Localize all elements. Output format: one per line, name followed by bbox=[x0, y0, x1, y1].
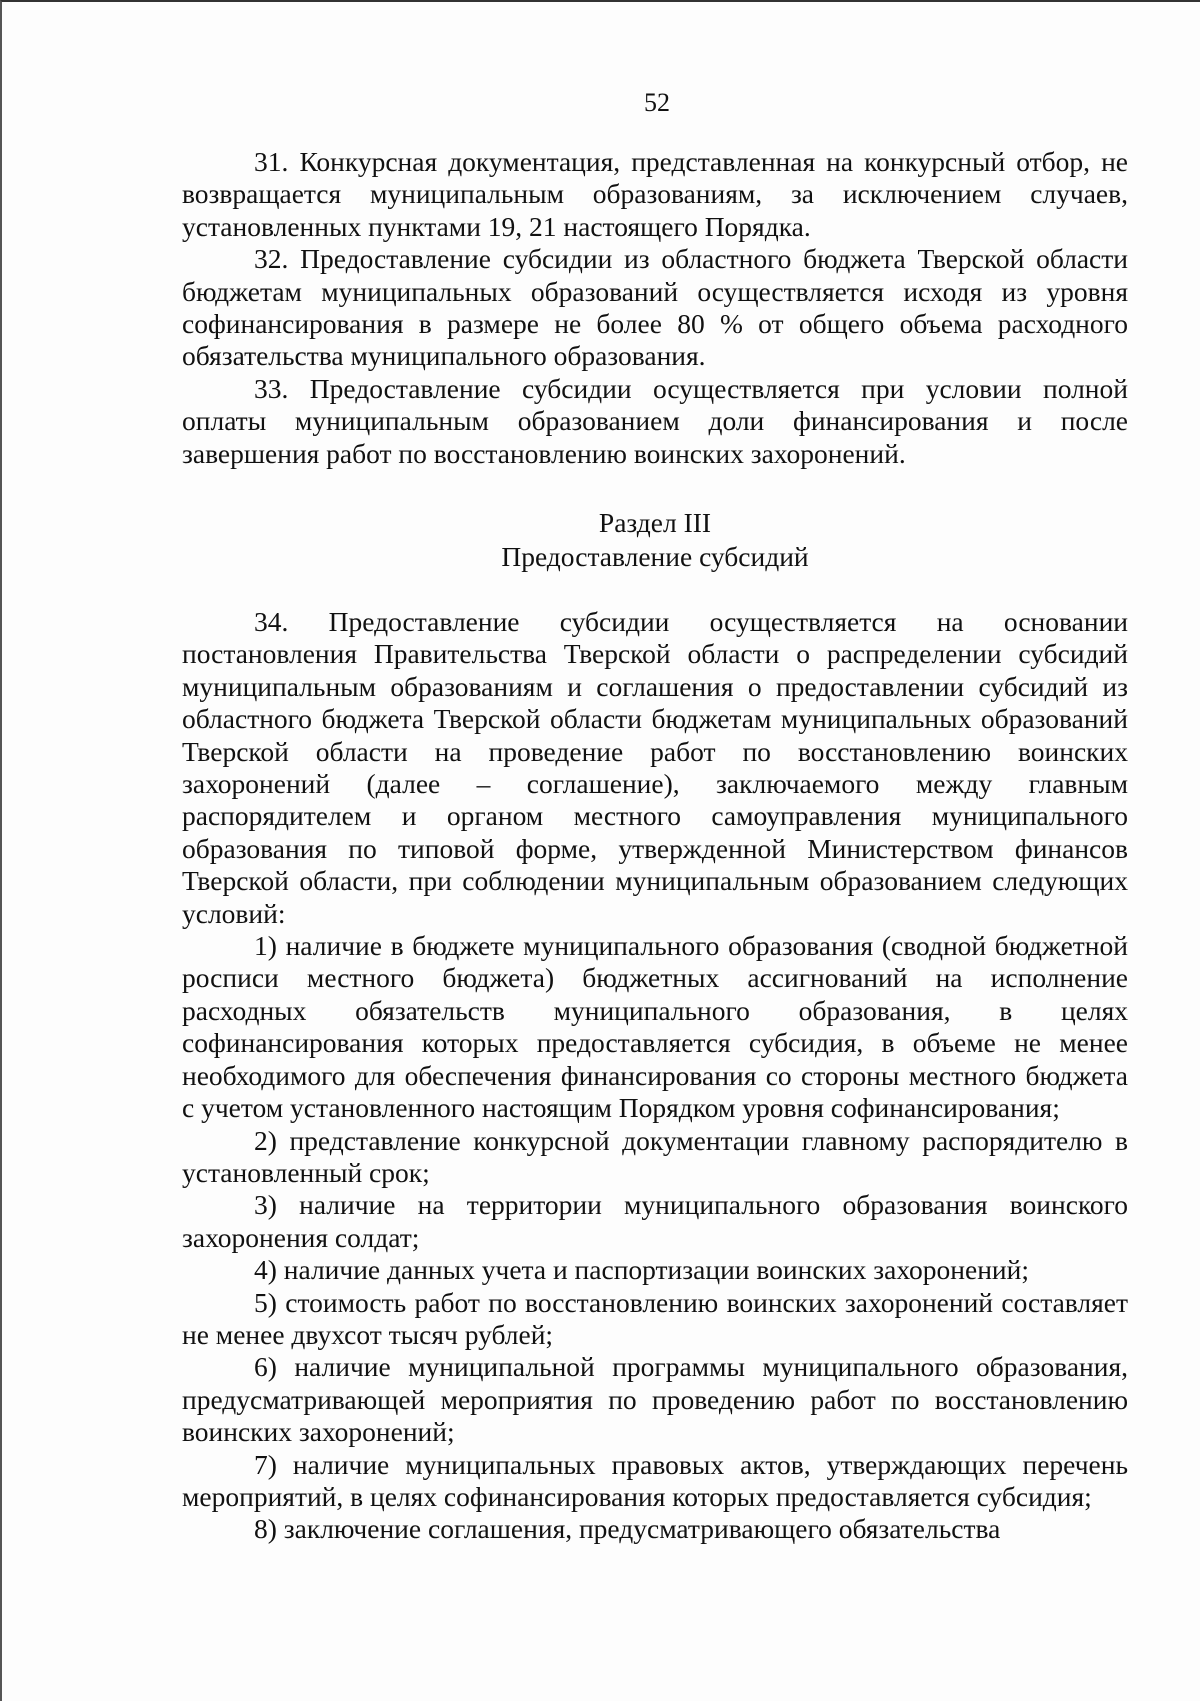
condition-item-8: 8) заключение соглашения, предусматривающего обязательства bbox=[254, 1513, 1001, 1545]
condition-item-6: 6) наличие муниципальной программы муниципального образования, предусматривающей мероприятия по проведению работ по восстановлению воинских захоронений; bbox=[182, 1351, 1128, 1448]
condition-item-1: 1) наличие в бюджете муниципального образования (сводной бюджетной росписи местного бюджета) бюджетных ассигнований на исполнение расходных обязательств муниципального образования, в целях софинансирования которых предоставляется субсидия, в объеме не менее необходимого для обеспечения финансирования со стороны местного бюджета с учетом установленного настоящим Порядком уровня софинансирования; bbox=[182, 930, 1128, 1124]
page-number: 52 bbox=[644, 88, 670, 117]
main-section bbox=[182, 606, 1128, 1546]
paragraph-34: 34. Предоставление субсидии осуществляется на основании постановления Правительства Тверской области о распределении субсидий муниципальным образованиям и соглашения о предоставлении субсидий из областного бюджета Тверской области бюджетам муниципальных образований Тверской области на проведение работ по восстановлению воинских захоронений (далее – соглашение), заключаемого между главным распорядителем и органом местного самоуправления муниципального образования по типовой форме, утвержденной Министерством финансов Тверской области, при соблюдении муниципальным образованием следующих условий: bbox=[182, 606, 1128, 929]
condition-item-2: 2) представление конкурсной документации главному распорядителю в установленный срок; bbox=[182, 1124, 1128, 1188]
paragraph-32: 32. Предоставление субсидии из областного бюджета Тверской области бюджетам муниципальных образований осуществляется исходя из уровня софинансирования в размере не более 80 % от общего объема расходного обязательства муниципального образования. bbox=[182, 243, 1128, 372]
section-title: Предоставление субсидий bbox=[501, 541, 809, 572]
section-heading bbox=[182, 506, 1128, 574]
section-number: Раздел III bbox=[598, 507, 712, 538]
condition-item-5: 5) стоимость работ по восстановлению воинских захоронений составляет не менее двухсот тысяч рублей; bbox=[182, 1286, 1128, 1350]
paragraph-33: 33. Предоставление субсидии осуществляется при условии полной оплаты муниципальным образованием доли финансирования и после завершения работ по восстановлению воинских захоронений. bbox=[182, 372, 1128, 469]
intro-section bbox=[182, 146, 1128, 470]
condition-item-3: 3) наличие на территории муниципального образования воинского захоронения солдат; bbox=[182, 1189, 1128, 1253]
condition-item-4: 4) наличие данных учета и паспортизации воинских захоронений; bbox=[254, 1254, 1029, 1286]
condition-item-7: 7) наличие муниципальных правовых актов, утверждающих перечень мероприятий, в целях софинансирования которых предоставляется субсидия; bbox=[182, 1448, 1128, 1512]
paragraph-31: 31. Конкурсная документация, представленная на конкурсный отбор, не возвращается муниципальным образованиям, за исключением случаев, установленных пунктами 19, 21 настоящего Порядка. bbox=[182, 146, 1128, 242]
